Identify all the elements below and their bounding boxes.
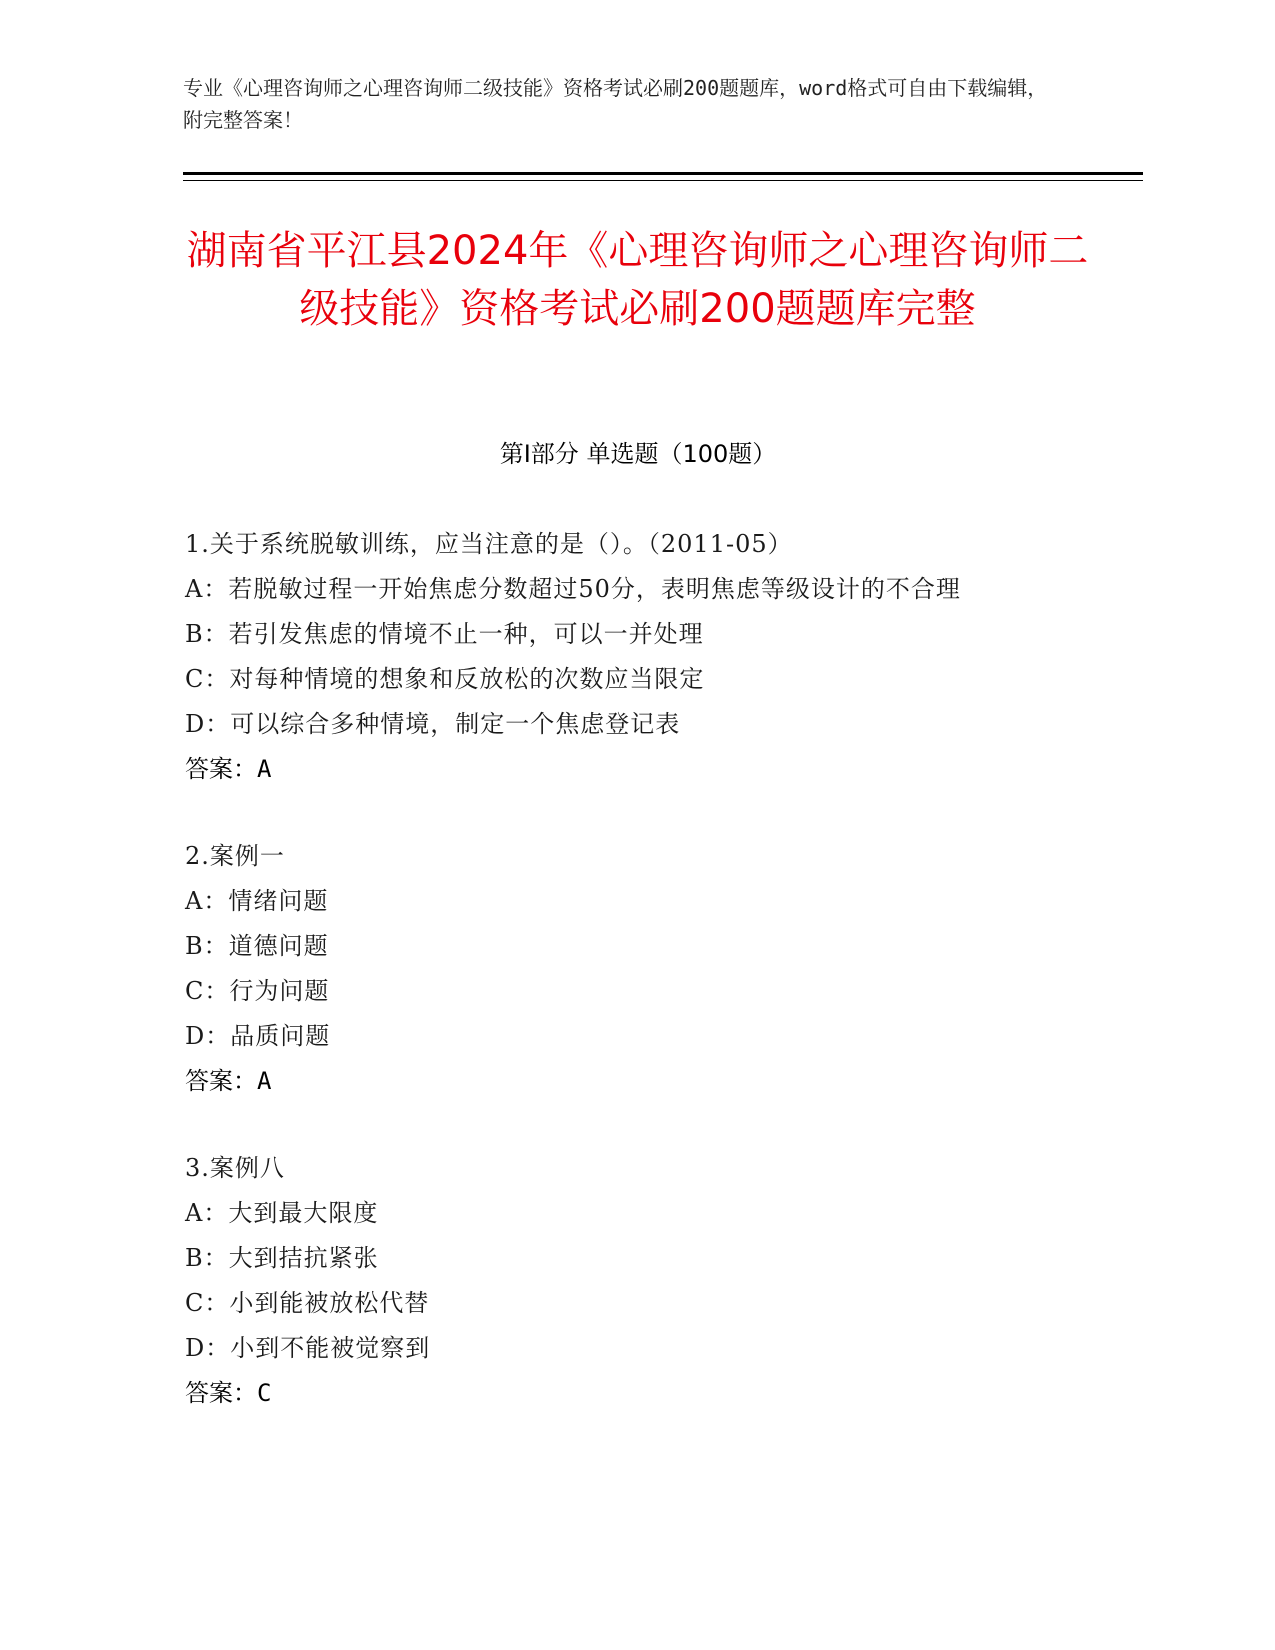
question-item: [185, 1146, 1085, 1416]
option-b: B：道德问题: [185, 932, 329, 960]
option-d: D：小到不能被觉察到: [185, 1334, 431, 1362]
question-item: [185, 834, 1085, 1104]
option-a: A：情绪问题: [185, 887, 329, 915]
question-item: [185, 522, 1085, 792]
question-stem: 3.案例八: [185, 1154, 285, 1182]
header-note: 专业《心理咨询师之心理咨询师二级技能》资格考试必刷200题题库，word格式可自由下载编辑，附完整答案！: [183, 76, 1048, 132]
answer-line: 答案：C: [185, 1379, 272, 1407]
answer-line: 答案：A: [185, 755, 272, 783]
document-title: 湖南省平江县2024年《心理咨询师之心理咨询师二级技能》资格考试必刷200题题库完整: [186, 228, 1089, 332]
header-divider-thin: [183, 180, 1143, 181]
header-divider-thick: [183, 172, 1143, 175]
option-a: A：大到最大限度: [185, 1199, 379, 1227]
option-a: A：若脱敏过程一开始焦虑分数超过50分，表明焦虑等级设计的不合理: [185, 575, 961, 603]
option-c: C：对每种情境的想象和反放松的次数应当限定: [185, 665, 705, 693]
option-b: B：大到拮抗紧张: [185, 1244, 379, 1272]
option-c: C：小到能被放松代替: [185, 1289, 430, 1317]
option-d: D：品质问题: [185, 1022, 331, 1050]
option-d: D：可以综合多种情境，制定一个焦虑登记表: [185, 710, 681, 738]
question-list: [185, 522, 1085, 1458]
question-stem: 1.关于系统脱敏训练，应当注意的是（）。（2011-05）: [185, 530, 793, 558]
question-stem: 2.案例一: [185, 842, 285, 870]
section-heading: 第I部分 单选题（100题）: [499, 440, 777, 468]
option-c: C：行为问题: [185, 977, 330, 1005]
option-b: B：若引发焦虑的情境不止一种，可以一并处理: [185, 620, 704, 648]
answer-line: 答案：A: [185, 1067, 272, 1095]
